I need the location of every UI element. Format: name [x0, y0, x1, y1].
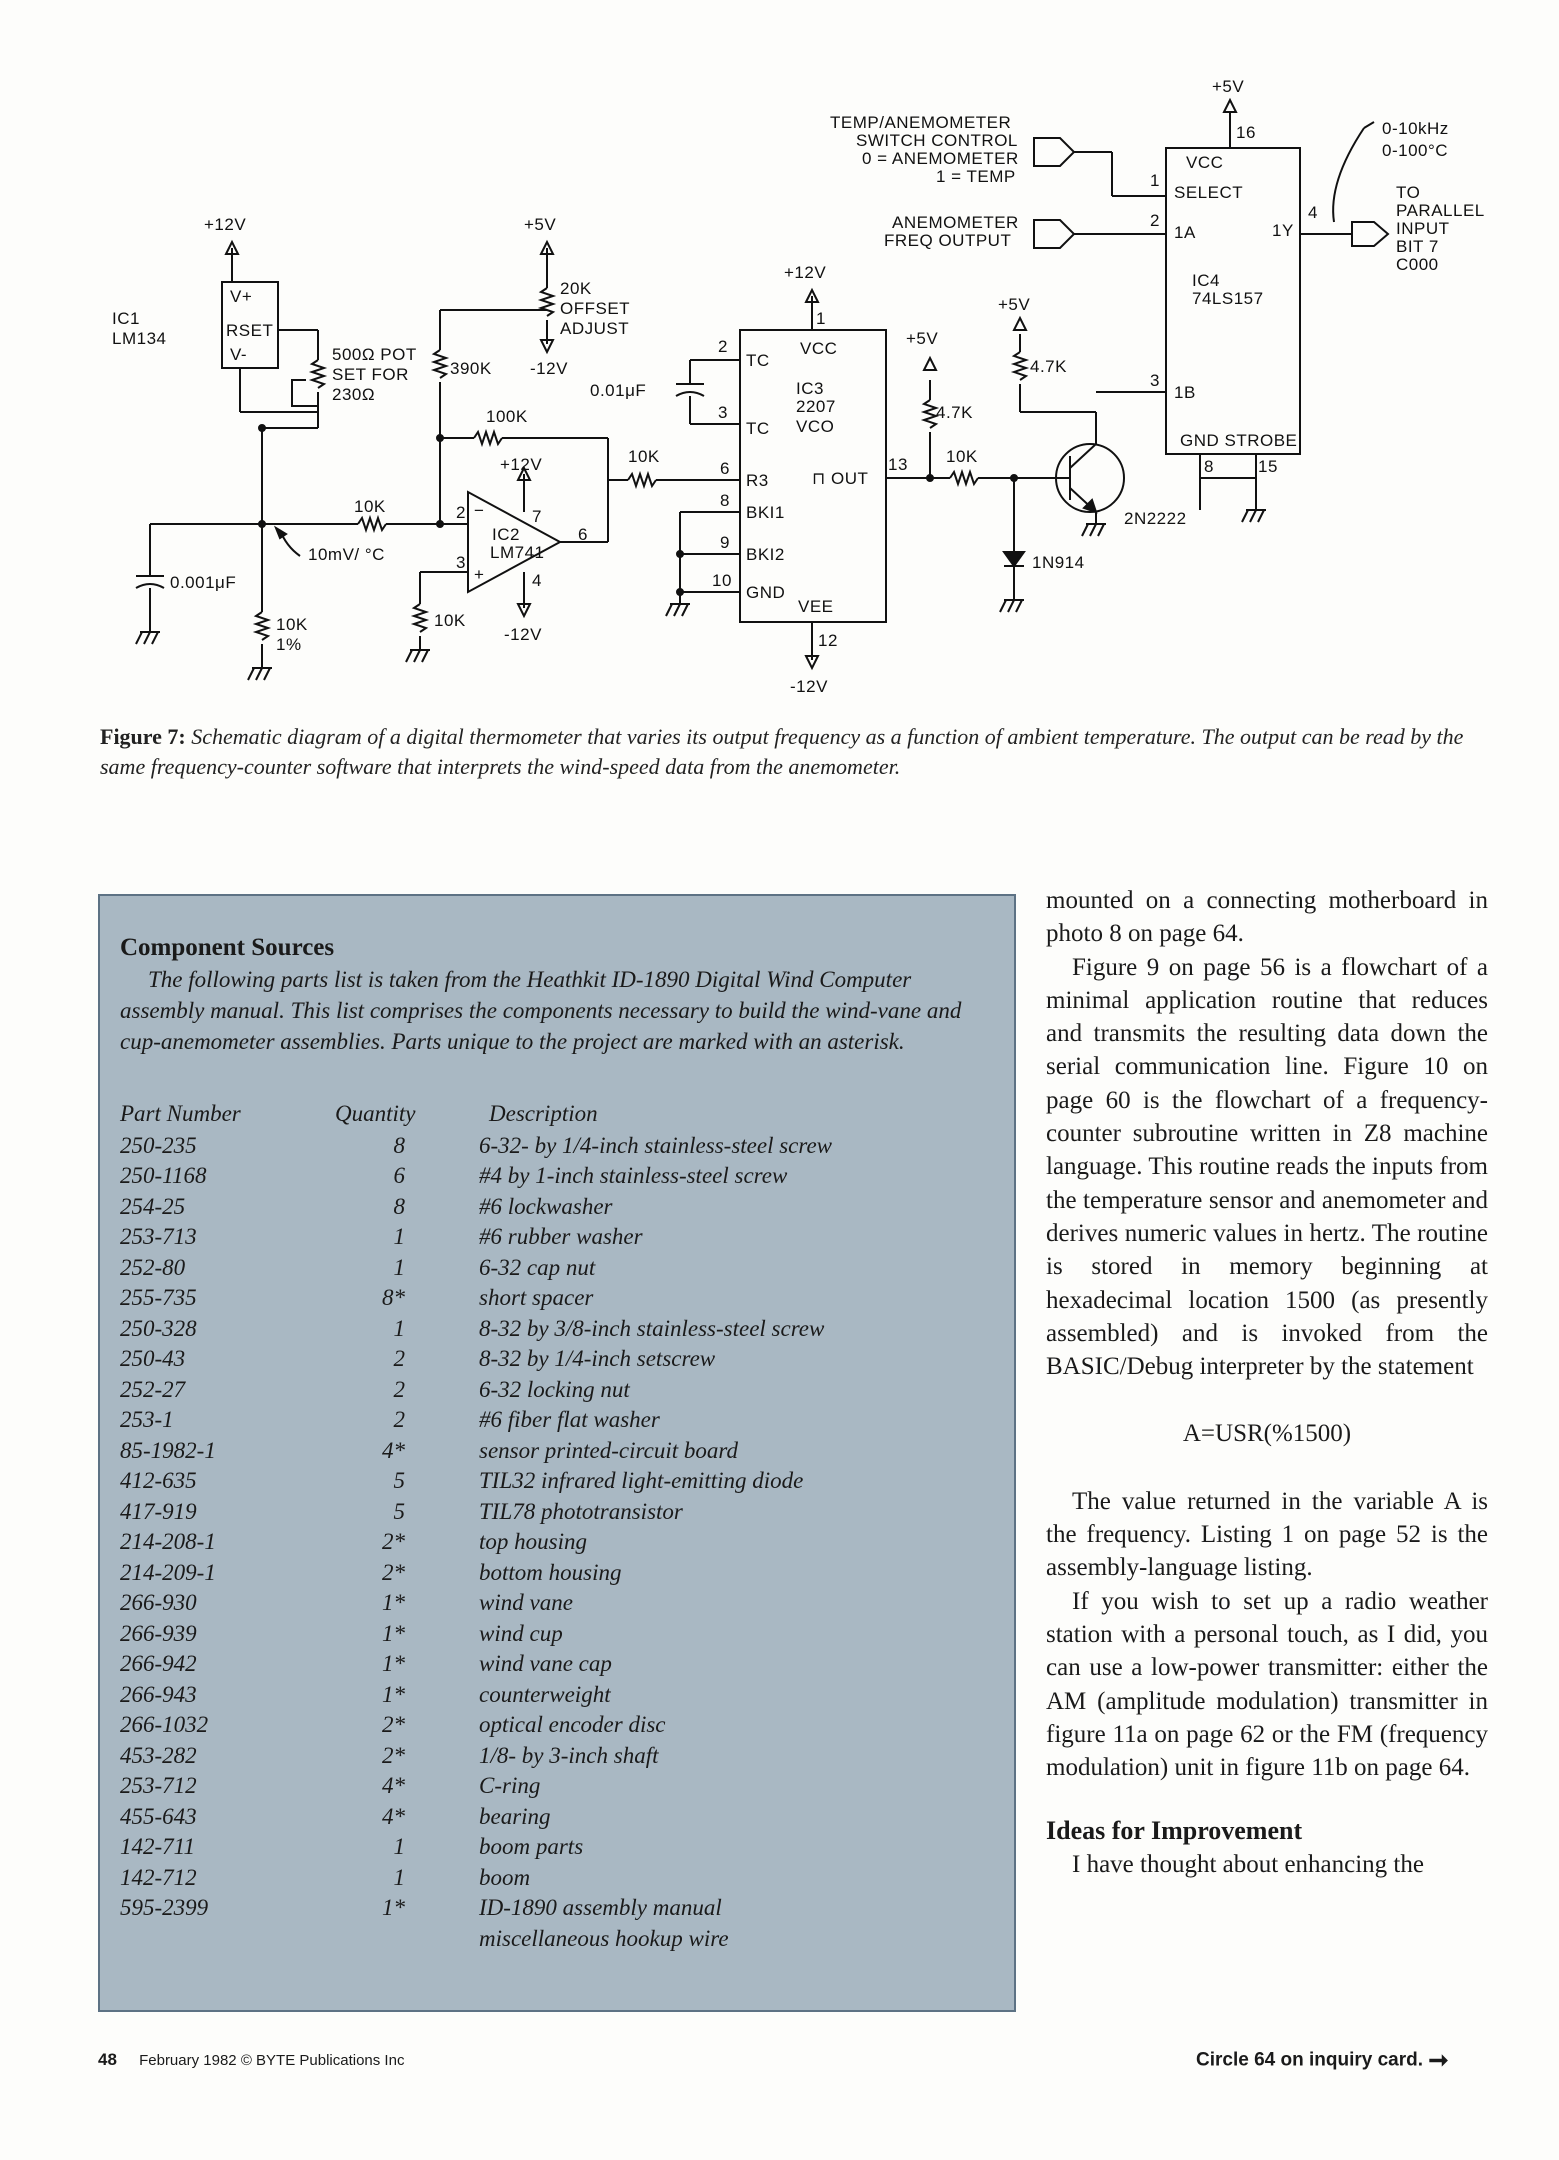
label-5v-d: +5V	[1212, 77, 1245, 96]
quantity: 8	[393, 1193, 405, 1219]
description: boom parts	[479, 1834, 584, 1859]
description: 6-32 cap nut	[479, 1254, 596, 1280]
section-heading: Ideas for Improvement	[1046, 1816, 1303, 1846]
quantity: 2*	[382, 1712, 405, 1737]
label-vee: VEE	[798, 597, 834, 616]
label-tc-2: TC	[746, 419, 770, 438]
part-number: 455-643	[120, 1803, 197, 1829]
label-2n2222: 2N2222	[1124, 509, 1187, 528]
label-001uf: 0.01μF	[590, 381, 647, 400]
pin-v6: 6	[720, 459, 730, 478]
label-out-2: 0-100°C	[1382, 141, 1449, 160]
label-bki2: BKI2	[746, 545, 785, 564]
paragraph-5: I have thought about enhancing the	[1072, 1850, 1424, 1878]
parts-row	[120, 1680, 996, 1711]
parts-row	[120, 1832, 996, 1863]
label-bki1: BKI1	[746, 503, 785, 522]
parts-row	[120, 1649, 996, 1680]
quantity: 2*	[382, 1559, 405, 1585]
label-tc-1: TC	[746, 351, 770, 370]
header-description: Description	[489, 1101, 598, 1126]
part-number: 85-1982-1	[120, 1437, 216, 1463]
description: boom	[479, 1864, 531, 1890]
parts-table-header	[120, 1099, 996, 1130]
quantity	[347, 1924, 417, 1955]
description: C-ring	[479, 1773, 541, 1798]
label-1n914: 1N914	[1032, 553, 1085, 572]
pin-1: 1	[1150, 171, 1160, 190]
article-column	[1046, 884, 1488, 1881]
label-vcc-4: VCC	[1186, 153, 1224, 172]
label-12v-c: +12V	[500, 455, 543, 474]
description: 8-32 by 3/8-inch stainless-steel screw	[479, 1315, 825, 1341]
description: top housing	[479, 1529, 587, 1554]
description: #6 lockwasher	[479, 1193, 613, 1219]
part-number: 266-939	[120, 1620, 197, 1646]
parts-row	[120, 1802, 996, 1833]
label-rset: RSET	[226, 321, 274, 340]
parts-row	[120, 1924, 996, 1955]
paragraph-3: The value returned in the variable A is the frequency. Listing 1 on page 52 is the assembly-language listing.	[1046, 1487, 1488, 1582]
label-gnd-strobe: GND STROBE	[1180, 431, 1298, 450]
part-number: 253-1	[120, 1407, 174, 1432]
label-par-5: C000	[1396, 255, 1439, 274]
quantity: 1	[393, 1315, 405, 1341]
description: #4 by 1-inch stainless-steel screw	[479, 1163, 788, 1188]
label-12v-neg-c: -12V	[790, 677, 828, 696]
parts-row	[120, 1771, 996, 1802]
label-ic1: IC1	[112, 309, 140, 328]
label-390k: 390K	[450, 359, 492, 378]
pin-v10: 10	[712, 571, 732, 590]
part-number: 214-209-1	[120, 1559, 216, 1585]
description: counterweight	[479, 1681, 611, 1707]
label-offset-2: OFFSET	[560, 299, 631, 318]
arrow-right-icon: ➞	[1428, 2047, 1449, 2074]
quantity: 4*	[382, 1803, 405, 1829]
parts-row	[120, 1436, 996, 1467]
label-offset-1: 20K	[560, 279, 592, 298]
pin-8: 8	[1204, 457, 1214, 476]
label-12v-neg-a: -12V	[530, 359, 568, 378]
label-10k-e: 10K	[276, 615, 308, 634]
label-out-1: 0-10kHz	[1382, 119, 1449, 138]
label-par-3: INPUT	[1396, 219, 1450, 238]
pin-2: 2	[1150, 211, 1160, 230]
inquiry-note	[1196, 2046, 1448, 2075]
parts-row	[120, 1619, 996, 1650]
inquiry-text: Circle 64 on inquiry card.	[1196, 2049, 1424, 2071]
label-vcc-3: VCC	[800, 339, 838, 358]
label-gnd-3: GND	[746, 583, 786, 602]
description: optical encoder disc	[479, 1712, 666, 1737]
label-opamp-plus: +	[474, 565, 485, 584]
part-number: 253-713	[120, 1224, 197, 1249]
pin-3: 3	[1150, 371, 1160, 390]
quantity: 6	[393, 1163, 405, 1188]
description: #6 rubber washer	[479, 1224, 643, 1249]
label-47k-b: 4.7K	[1030, 357, 1067, 376]
paragraph-1: mounted on a connecting motherboard in photo 8 on page 64.	[1046, 887, 1488, 948]
sidebar-title: Component Sources	[120, 934, 335, 961]
quantity: 1*	[382, 1681, 405, 1707]
label-r3: R3	[746, 471, 769, 490]
label-opamp-minus: −	[474, 501, 485, 520]
sidebar-intro: The following parts list is taken from the Heathkit ID-1890 Digital Wind Computer assembly manual. This list comprises the components necessary to build the wind-vane and cup-anemometer assemblies. Parts unique to the project are marked with an asterisk.	[120, 967, 962, 1054]
label-ic3-2207: 2207	[796, 397, 836, 416]
parts-row	[120, 1710, 996, 1741]
label-5v-b: +5V	[906, 329, 939, 348]
header-part-number: Part Number	[120, 1101, 241, 1126]
label-tempco: 10mV/ °C	[308, 545, 385, 564]
description: TIL78 phototransistor	[479, 1498, 683, 1524]
quantity: 8	[393, 1132, 405, 1158]
label-switch-2: SWITCH CONTROL	[856, 131, 1018, 150]
pin-v1: 1	[816, 309, 826, 328]
quantity: 2	[393, 1407, 405, 1432]
parts-row	[120, 1314, 996, 1345]
description: sensor printed-circuit board	[479, 1437, 738, 1463]
label-pot-2: SET FOR	[332, 365, 409, 384]
caption-label: Figure 7:	[100, 724, 186, 749]
label-switch-1: TEMP/ANEMOMETER	[830, 113, 1012, 132]
label-ic3: IC3	[796, 379, 824, 398]
part-number: 214-208-1	[120, 1529, 216, 1554]
label-1pct: 1%	[276, 635, 302, 654]
description: #6 fiber flat washer	[479, 1407, 660, 1432]
parts-row	[120, 1558, 996, 1589]
label-par-1: TO	[1396, 183, 1421, 202]
part-number: 417-919	[120, 1498, 197, 1524]
quantity: 8*	[382, 1285, 405, 1310]
part-number: 250-43	[120, 1346, 186, 1371]
label-100k: 100K	[486, 407, 528, 426]
label-5v-c: +5V	[998, 295, 1031, 314]
part-number: 250-235	[120, 1132, 197, 1158]
label-ic4-part: 74LS157	[1192, 289, 1264, 308]
parts-row	[120, 1893, 996, 1924]
part-number: 253-712	[120, 1773, 197, 1798]
part-number: 412-635	[120, 1468, 197, 1493]
part-number: 266-1032	[120, 1712, 209, 1737]
label-10k-b: 10K	[628, 447, 660, 466]
caption-text: Schematic diagram of a digital thermometer that varies its output frequency as a function of ambient temperature. The output can be read by the same frequency-counter software that interprets the wind-speed data from the anemometer.	[100, 724, 1464, 779]
component-sources-sidebar	[98, 894, 1016, 2012]
quantity: 5	[393, 1468, 405, 1493]
parts-row	[120, 1497, 996, 1528]
parts-row	[120, 1375, 996, 1406]
part-number: 595-2399	[120, 1895, 209, 1920]
part-number: 266-942	[120, 1651, 197, 1676]
label-ic2: IC2	[492, 525, 520, 544]
pin-u7: 7	[532, 507, 542, 526]
part-number	[120, 1924, 335, 1955]
description: ID-1890 assembly manual	[479, 1895, 722, 1920]
parts-table-body	[120, 1131, 996, 1955]
quantity: 4*	[382, 1437, 405, 1463]
page-footer	[98, 2050, 404, 2070]
label-12v-neg-b: -12V	[504, 625, 542, 644]
part-number: 250-1168	[120, 1163, 207, 1188]
pin-16: 16	[1236, 123, 1256, 142]
label-switch-4: 1 = TEMP	[936, 167, 1016, 186]
part-number: 266-930	[120, 1590, 197, 1615]
pin-u3: 3	[456, 553, 466, 572]
part-number: 254-25	[120, 1193, 186, 1219]
label-pot-1: 500Ω POT	[332, 345, 417, 364]
parts-row	[120, 1192, 996, 1223]
description: 6-32- by 1/4-inch stainless-steel screw	[479, 1132, 833, 1158]
label-0001uf: 0.001μF	[170, 573, 237, 592]
label-1b: 1B	[1174, 383, 1196, 402]
description: 8-32 by 1/4-inch setscrew	[479, 1346, 716, 1371]
description: wind vane	[479, 1590, 573, 1615]
label-ic3-vco: VCO	[796, 417, 835, 436]
parts-row	[120, 1741, 996, 1772]
parts-row	[120, 1161, 996, 1192]
label-10k-a: 10K	[354, 497, 386, 516]
parts-row	[120, 1527, 996, 1558]
label-pot-3: 230Ω	[332, 385, 376, 404]
part-number: 252-80	[120, 1254, 186, 1280]
description: wind vane cap	[479, 1651, 612, 1676]
quantity: 1*	[382, 1895, 405, 1920]
part-number: 255-735	[120, 1285, 197, 1310]
quantity: 2	[393, 1376, 405, 1402]
quantity: 4*	[382, 1773, 405, 1798]
pin-v9: 9	[720, 533, 730, 552]
page-number: 48	[98, 2050, 117, 2069]
pin-4: 4	[1308, 203, 1318, 222]
label-5v-a: +5V	[524, 215, 557, 234]
part-number: 142-712	[120, 1864, 197, 1890]
usr-equation: A=USR(%1500)	[1182, 1420, 1352, 1448]
label-par-2: PARALLEL	[1396, 201, 1485, 220]
label-12v-b: +12V	[784, 263, 827, 282]
parts-row	[120, 1344, 996, 1375]
parts-row	[120, 1588, 996, 1619]
label-47k-a: 4.7K	[936, 403, 973, 422]
pin-u2: 2	[456, 503, 466, 522]
label-anemometer-1: ANEMOMETER	[892, 213, 1019, 232]
label-10k-d: 10K	[434, 611, 466, 630]
parts-row	[120, 1283, 996, 1314]
description: bearing	[479, 1803, 551, 1829]
parts-row	[120, 1863, 996, 1894]
label-vminus: V-	[230, 345, 248, 364]
label-1a: 1A	[1174, 223, 1196, 242]
label-1y: 1Y	[1272, 221, 1294, 240]
quantity: 1*	[382, 1620, 405, 1646]
pin-13: 13	[888, 455, 908, 474]
pin-12: 12	[818, 631, 838, 650]
part-number: 250-328	[120, 1315, 197, 1341]
pin-v8: 8	[720, 491, 730, 510]
parts-row	[120, 1466, 996, 1497]
quantity: 1	[393, 1254, 405, 1280]
label-12v-a: +12V	[204, 215, 247, 234]
quantity: 1*	[382, 1651, 405, 1676]
part-number: 142-711	[120, 1834, 195, 1859]
quantity: 2*	[382, 1742, 405, 1768]
pin-15: 15	[1258, 457, 1278, 476]
paragraph-4: If you wish to set up a radio weather station with a personal touch, as I did, you can use a low-power transmitter: either the AM (amplitude modulation) transmitter in figure 11a on page 62 or the FM (frequency modulation) unit in figure 11b on page 64.	[1046, 1587, 1488, 1782]
pin-u6: 6	[578, 525, 588, 544]
paragraph-2: Figure 9 on page 56 is a flowchart of a minimal application routine that reduces and transmits the resulting data down the serial communication line. Figure 10 on page 60 is the flowchart of a frequency-counter subroutine written in Z8 machine language. This routine reads the inputs from the temperature sensor and anemometer and derives numeric values in hertz. The routine is stored in memory beginning at hexadecimal location 1500 (as presently assembled) and is invoked from the BASIC/Debug interpreter by the statement	[1046, 953, 1488, 1381]
part-number: 252-27	[120, 1376, 186, 1402]
figure-caption	[100, 722, 1480, 782]
pin-v3: 3	[718, 403, 728, 422]
description: TIL32 infrared light-emitting diode	[479, 1468, 804, 1493]
schematic-diagram	[0, 0, 1559, 710]
quantity: 1	[393, 1834, 405, 1859]
part-number: 453-282	[120, 1742, 197, 1768]
label-select: SELECT	[1174, 183, 1244, 202]
label-vplus: V+	[230, 287, 253, 306]
label-ic4: IC4	[1192, 271, 1220, 290]
label-sq-out: ⊓ OUT	[812, 469, 869, 488]
parts-row	[120, 1405, 996, 1436]
label-offset-3: ADJUST	[560, 319, 630, 338]
label-ic2-part: LM741	[490, 543, 545, 562]
label-switch-3: 0 = ANEMOMETER	[862, 149, 1019, 168]
label-10k-c: 10K	[946, 447, 978, 466]
label-ic1-part: LM134	[112, 329, 167, 348]
quantity: 5	[393, 1498, 405, 1524]
description: wind cup	[479, 1620, 563, 1646]
pin-v2: 2	[718, 337, 728, 356]
pin-u4: 4	[532, 571, 542, 590]
label-par-4: BIT 7	[1396, 237, 1439, 256]
part-number: 266-943	[120, 1681, 197, 1707]
description: short spacer	[479, 1285, 594, 1310]
header-quantity: Quantity	[335, 1101, 416, 1126]
parts-row	[120, 1222, 996, 1253]
description: 6-32 locking nut	[479, 1376, 630, 1402]
quantity: 1	[393, 1224, 405, 1249]
quantity: 2*	[382, 1529, 405, 1554]
quantity: 2	[393, 1346, 405, 1371]
quantity: 1*	[382, 1590, 405, 1615]
description: miscellaneous hookup wire	[479, 1925, 729, 1951]
description: 1/8- by 3-inch shaft	[479, 1742, 659, 1768]
description: bottom housing	[479, 1559, 622, 1585]
quantity: 1	[393, 1864, 405, 1890]
label-anemometer-2: FREQ OUTPUT	[884, 231, 1012, 250]
parts-row	[120, 1131, 996, 1162]
parts-row	[120, 1253, 996, 1284]
issue-credit: February 1982 © BYTE Publications Inc	[139, 2052, 405, 2069]
